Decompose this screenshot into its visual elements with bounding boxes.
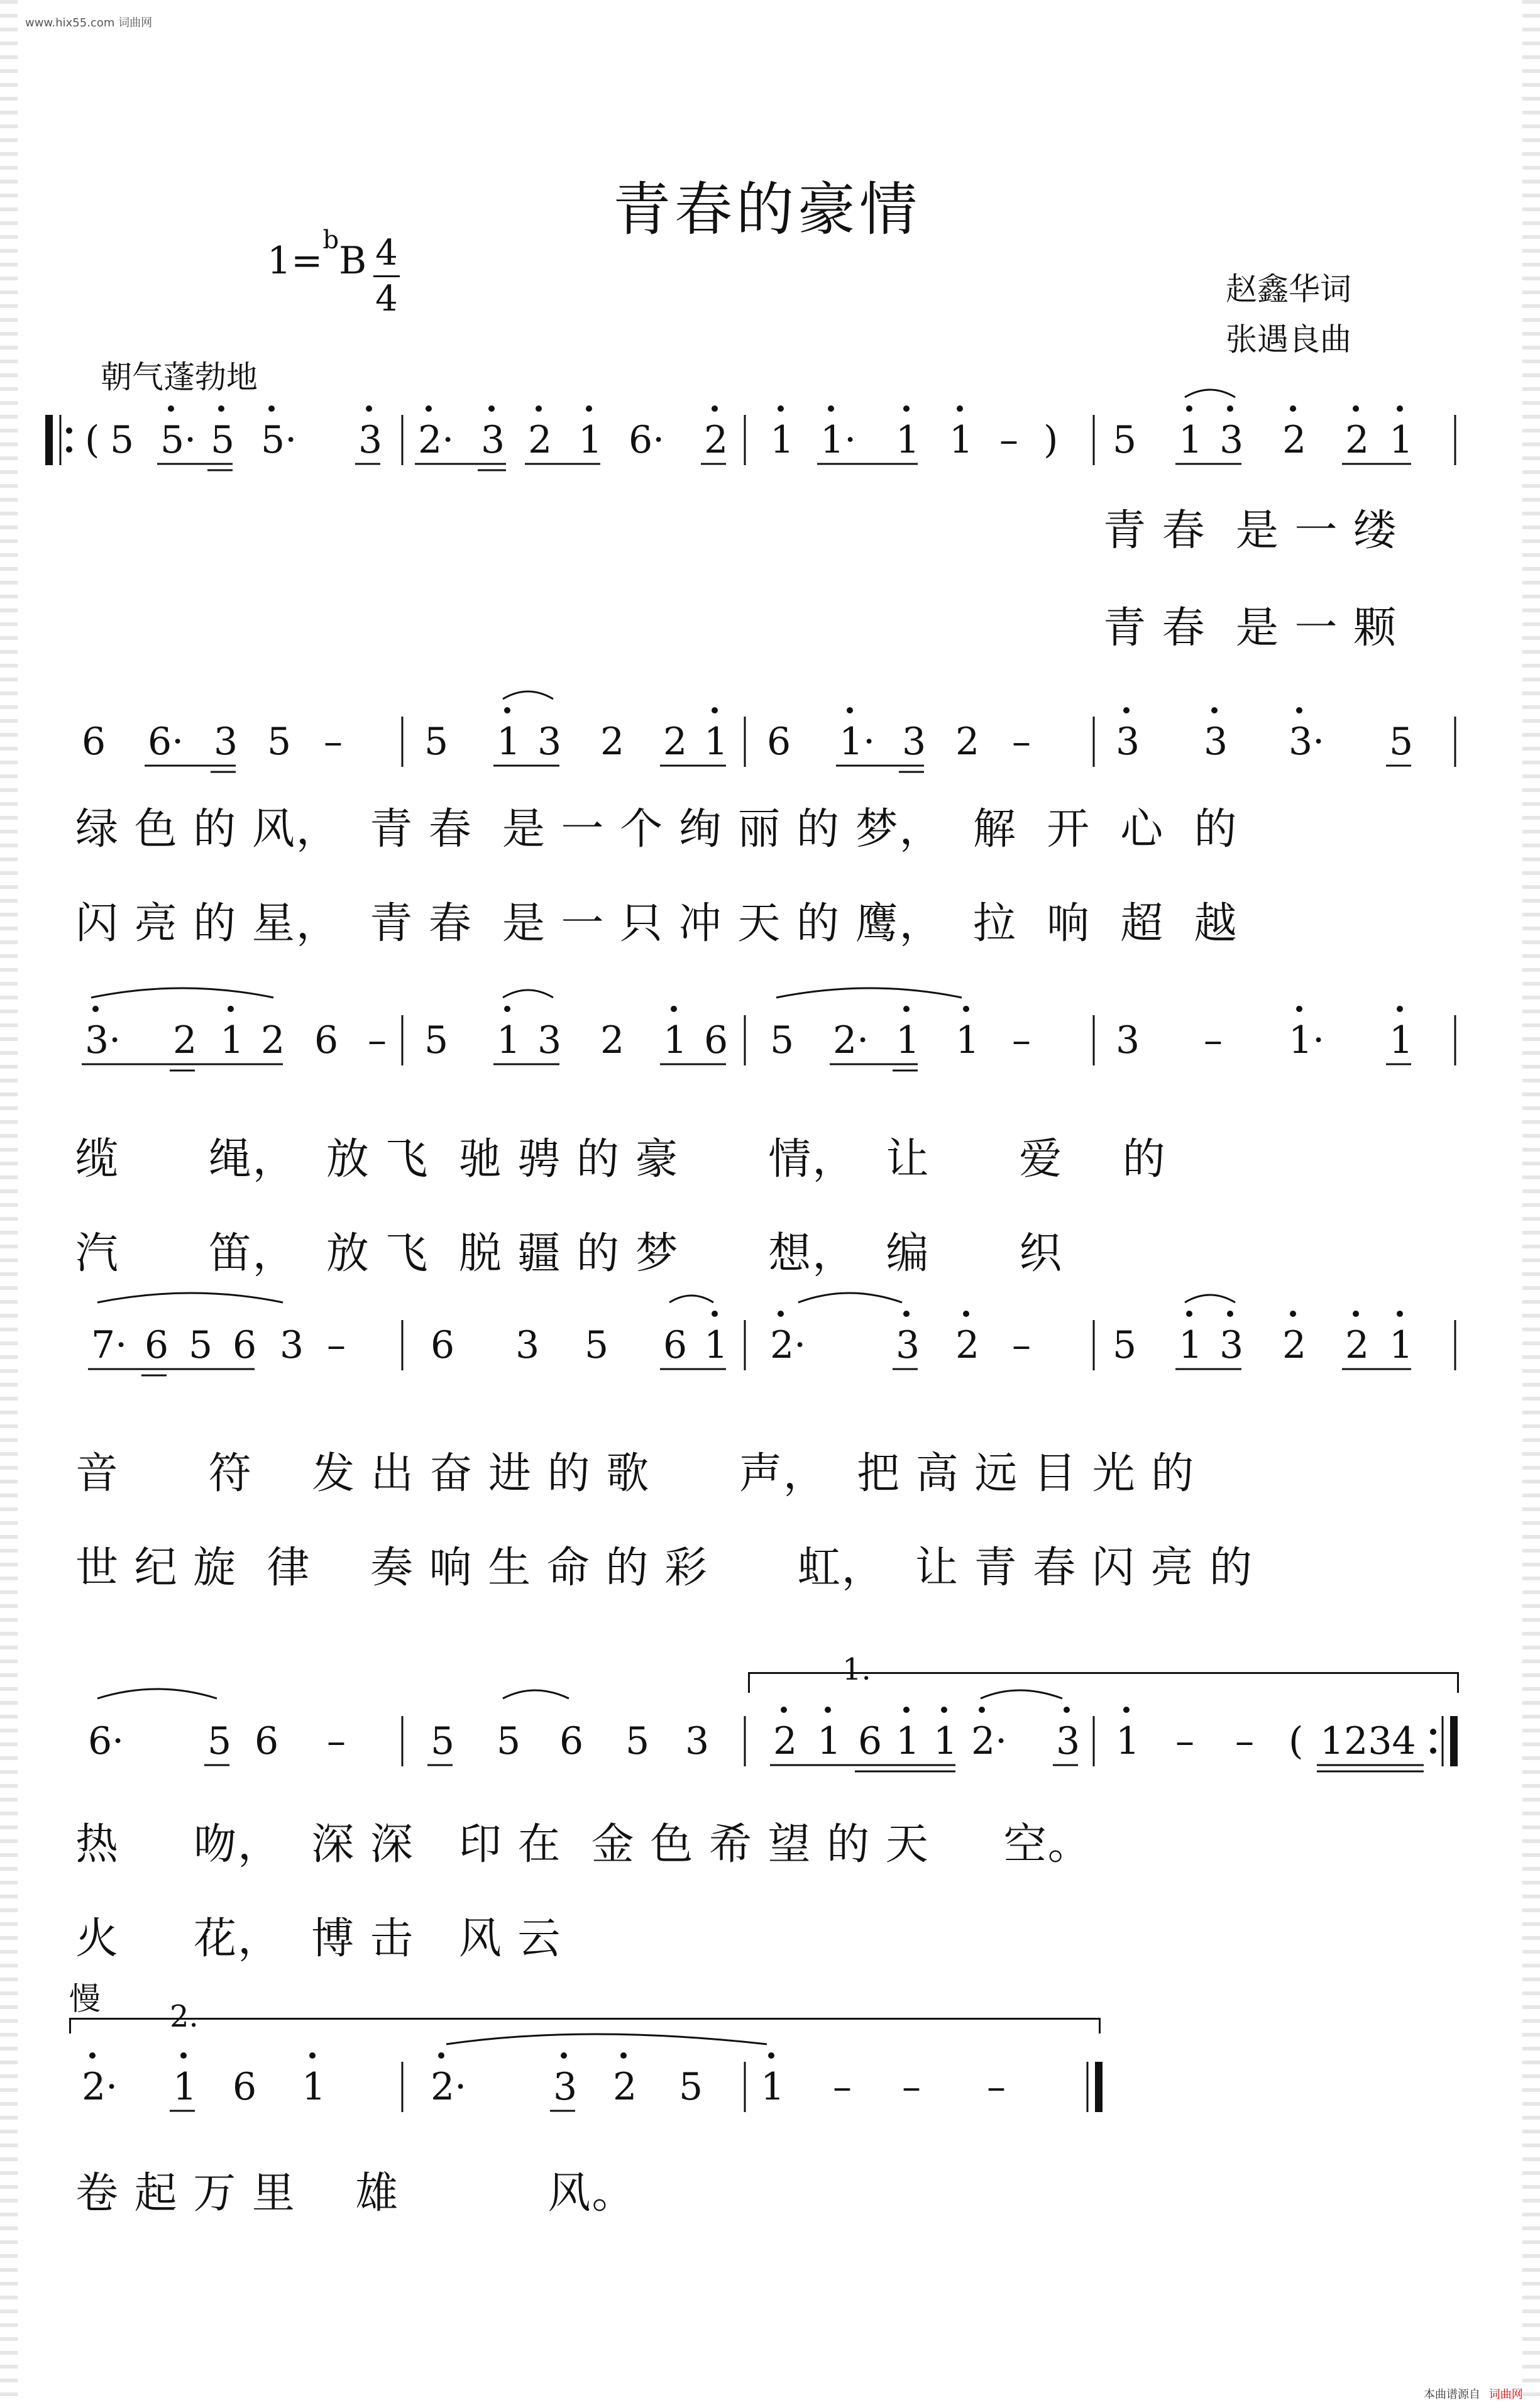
note: 1· [1289, 1018, 1325, 1062]
tie-arc [981, 1690, 1062, 1698]
note: 1 [173, 2065, 197, 2109]
note: 6 [233, 1323, 257, 1367]
composer-credit: 张遇良曲 [1226, 321, 1351, 358]
note: 1 [1389, 1323, 1414, 1367]
note: 3 [481, 418, 505, 462]
tie-arc [446, 2034, 767, 2044]
note: 1 [949, 418, 974, 462]
lyric-line-5-verse-1: 热 吻， 深 深 印 在 金 色 希 望 的 天 空。 [75, 1820, 1092, 1869]
dash: – [1012, 1323, 1031, 1367]
note: 2 [261, 1018, 285, 1062]
note: 5 [424, 1018, 449, 1062]
tie-arc [776, 988, 962, 998]
octave-dot [180, 2052, 187, 2059]
dash: – [368, 1018, 387, 1062]
octave-dot [1397, 405, 1403, 412]
octave-dot [504, 1006, 510, 1012]
dash: – [327, 1323, 346, 1367]
measure-21 [82, 2052, 326, 2111]
note: 3 [1116, 720, 1140, 764]
notation-line-6 [38, 2037, 1502, 2137]
octave-dot [438, 2052, 444, 2059]
note: 5 [679, 2065, 703, 2109]
dash: – [1012, 720, 1031, 764]
measure-3 [770, 405, 1058, 464]
right-border-pattern [1522, 0, 1540, 2405]
octave-dot [1227, 405, 1233, 412]
note: 2 [528, 418, 553, 462]
measure-6 [424, 691, 728, 766]
note: 1 [704, 1323, 729, 1367]
dash: – [1175, 1719, 1194, 1763]
note: 2 [600, 1018, 625, 1062]
dash: – [1012, 1018, 1031, 1062]
octave-dot [828, 405, 834, 412]
note: 5· [160, 418, 197, 462]
octave-dot [847, 707, 853, 713]
repeat-dot [66, 427, 72, 434]
note: 2 [773, 1719, 798, 1763]
measure-5 [82, 720, 343, 772]
slow-tempo-marking: 慢 [69, 1981, 101, 2017]
note: 5 [585, 1323, 609, 1367]
octave-dot [561, 2052, 567, 2059]
note: 3 [214, 720, 238, 764]
notation-line-5 [38, 1691, 1502, 1791]
lyric-line-1-verse-1: 青 春 是 一 缕 [1103, 506, 1398, 556]
octave-dot [1227, 1311, 1233, 1317]
measure-9 [82, 988, 387, 1070]
octave-dot [1296, 707, 1302, 713]
octave-dot [903, 405, 910, 412]
note: 5 [267, 720, 292, 764]
octave-dot [218, 405, 224, 412]
note: 1 [1389, 1018, 1414, 1062]
octave-dot [1123, 707, 1130, 713]
octave-dot [1397, 1311, 1403, 1317]
octave-dot [1064, 1707, 1070, 1713]
measure-8 [1116, 707, 1413, 766]
note: 6 [704, 1018, 729, 1062]
note: 5 [424, 720, 449, 764]
octave-dot [1353, 405, 1359, 412]
lyric-line-2-verse-1: 绿 色 的 风， 青 春 是 一 个 绚 丽 的 梦， 解 开 心 的 [75, 805, 1238, 854]
lyric-line-5-verse-2: 火 花， 博 击 风 云 [75, 1914, 562, 1964]
note: 3 [902, 720, 927, 764]
note: 5 [1113, 418, 1137, 462]
note: 5 [207, 1719, 232, 1763]
note: 6 [559, 1719, 584, 1763]
octave-dot [671, 1006, 677, 1012]
note: 5 [1113, 1323, 1137, 1367]
octave-dot [309, 2052, 316, 2059]
note: 3 [1116, 1018, 1140, 1062]
octave-dot [963, 1006, 969, 1012]
note: 5· [261, 418, 297, 462]
note: 2· [770, 1323, 806, 1367]
paren: ( [1289, 1719, 1304, 1763]
octave-dot [1186, 405, 1192, 412]
note: 3 [537, 720, 562, 764]
octave-dot [1353, 1311, 1359, 1317]
note: 2 [1345, 418, 1370, 462]
note: 7· [91, 1323, 128, 1367]
octave-dot [268, 405, 275, 412]
dash: – [987, 2065, 1006, 2109]
note: 6 [82, 720, 106, 764]
repeat-dot [66, 446, 72, 453]
octave-dot [488, 405, 495, 412]
octave-dot [778, 1311, 784, 1317]
dash: – [324, 720, 343, 764]
octave-dot [366, 405, 372, 412]
octave-dot [89, 2052, 96, 2059]
measure-15 [770, 1293, 1031, 1369]
measure-10 [424, 990, 728, 1064]
note: 5 [1389, 720, 1414, 764]
lyric-line-4-verse-1: 音 符 发 出 奋 进 的 歌 声， 把 高 远 目 光 的 [75, 1449, 1196, 1499]
lyric-line-3-verse-2: 汽 笛， 放 飞 脱 疆 的 梦 想， 编 织 [75, 1229, 1064, 1279]
octave-dot [1186, 1311, 1192, 1317]
measure-11 [770, 988, 1031, 1070]
note: 2· [833, 1018, 869, 1062]
measure-1 [85, 405, 382, 470]
measure-23 [761, 2052, 1006, 2109]
octave-dot [504, 707, 510, 713]
octave-dot [903, 1311, 910, 1317]
key-signature [267, 226, 367, 283]
note: 6 [314, 1018, 339, 1062]
octave-dot [426, 405, 432, 412]
measure-13 [88, 1293, 346, 1375]
tie-arc [97, 1293, 283, 1302]
note: 1 [1116, 1719, 1140, 1763]
note: 3 [280, 1323, 304, 1367]
measure-16 [1113, 1295, 1413, 1369]
second-ending-label: 2. [170, 1999, 199, 2034]
note: 1 [497, 1018, 521, 1062]
note: 2 [1282, 418, 1307, 462]
octave-dot [92, 1006, 99, 1012]
lyric-line-4-verse-2: 世 纪 旋 律 奏 响 生 命 的 彩 虹， 让 青 春 闪 亮 的 [75, 1543, 1253, 1593]
staff-line-3 [38, 990, 1502, 1091]
note: 1 [817, 1719, 842, 1763]
tie-arc [1185, 390, 1235, 397]
note: 6· [88, 1719, 124, 1763]
note: 1 [220, 1018, 245, 1062]
note: 3 [685, 1719, 710, 1763]
measure-19 [770, 1690, 1080, 1771]
octave-dot [536, 405, 542, 412]
note: 2 [955, 720, 980, 764]
measure-18 [427, 1690, 709, 1765]
octave-dot [979, 1707, 985, 1713]
octave-dot [825, 1707, 831, 1713]
note: 1 [578, 418, 603, 462]
octave-dot [1290, 405, 1296, 412]
note: 1 [1389, 418, 1414, 462]
paren: ) [1043, 418, 1059, 462]
note: 2 [613, 2065, 637, 2109]
note: 1234 [1320, 1719, 1416, 1763]
lyricist-credit: 赵鑫华词 [1226, 271, 1351, 307]
note: 6· [148, 720, 184, 764]
note: 1 [933, 1719, 958, 1763]
octave-dot [712, 405, 718, 412]
footer-source [1424, 2386, 1523, 2402]
note: 1 [1179, 418, 1203, 462]
note: 1 [1179, 1323, 1203, 1367]
note: 5 [110, 418, 135, 462]
note: 5 [625, 1719, 650, 1763]
notation-line-4 [38, 1295, 1502, 1395]
note: 3 [1219, 418, 1244, 462]
staff-line-6 [38, 2037, 1502, 2137]
note: 1 [704, 720, 729, 764]
note: 5 [770, 1018, 795, 1062]
lyric-line-1-verse-2: 青 春 是 一 颗 [1103, 603, 1398, 653]
tie-arc [503, 990, 553, 998]
time-signature [371, 231, 402, 321]
note: 3 [1219, 1323, 1244, 1367]
octave-dot [903, 1707, 910, 1713]
tie-arc [1185, 1295, 1235, 1302]
footer-brand: 词曲网 [1488, 2388, 1523, 2401]
note: 6 [858, 1719, 883, 1763]
staff-line-1 [38, 390, 1502, 490]
tie-arc [91, 988, 273, 998]
octave-dot [1123, 1707, 1130, 1713]
repeat-dot [1430, 1729, 1436, 1735]
octave-dot [941, 1707, 947, 1713]
site-watermark: www.hix55.com 词曲网 [25, 16, 153, 30]
octave-dot [712, 1311, 718, 1317]
dash: – [1204, 1018, 1223, 1062]
note: 1 [896, 1719, 920, 1763]
notation-line-3 [38, 990, 1502, 1091]
tie-arc [798, 1293, 902, 1302]
dash: – [833, 2065, 852, 2109]
octave-dot [903, 1006, 910, 1012]
notation-line-2 [38, 691, 1502, 792]
octave-dot [963, 1311, 969, 1317]
note: 1 [896, 418, 920, 462]
octave-dot [768, 2052, 774, 2059]
key-prefix: 1= [267, 239, 323, 283]
tie-arc [669, 1296, 713, 1302]
note: 3 [1204, 720, 1228, 764]
note: 2 [1345, 1323, 1370, 1367]
lyric-line-2-verse-2: 闪 亮 的 星， 青 春 是 一 只 冲 天 的 鹰， 拉 响 超 越 [75, 899, 1238, 949]
first-ending-label: 1. [842, 1652, 871, 1687]
note: 5 [497, 1719, 521, 1763]
note: 1 [896, 1018, 920, 1062]
note: 6· [629, 418, 665, 462]
note: 2· [82, 2065, 118, 2109]
note: 3 [1056, 1719, 1081, 1763]
lyric-line-6: 卷 起 万 里 雄 风。 [75, 2169, 636, 2218]
note: 6 [767, 720, 791, 764]
octave-dot [712, 707, 718, 713]
key-note: B [339, 239, 367, 283]
dash: – [999, 418, 1018, 462]
note: 3 [896, 1323, 920, 1367]
measure-17 [88, 1689, 346, 1765]
note: 6 [255, 1719, 279, 1763]
tie-arc [503, 1690, 569, 1698]
octave-dot [1211, 707, 1218, 713]
note: 2 [1282, 1323, 1307, 1367]
note: 3 [515, 1323, 540, 1367]
note: 5 [431, 1719, 455, 1763]
measure-2 [415, 405, 728, 470]
note: 2 [600, 720, 625, 764]
note: 3 [358, 418, 383, 462]
note: 5 [189, 1323, 213, 1367]
octave-dot [1397, 1006, 1403, 1012]
octave-dot [228, 1006, 234, 1012]
note: 1 [955, 1018, 980, 1062]
footer-source-label: 本曲谱源自 [1424, 2388, 1480, 2401]
left-border-pattern [0, 0, 18, 2405]
note: 3 [553, 2065, 578, 2109]
time-denominator: 4 [375, 278, 398, 319]
repeat-dot [1430, 1747, 1436, 1754]
note: 1· [839, 720, 876, 764]
note: 1 [770, 418, 795, 462]
octave-dot [781, 1707, 787, 1713]
staff-line-4 [38, 1295, 1502, 1395]
note: 3· [1289, 720, 1325, 764]
note: 6 [145, 1323, 169, 1367]
tempo-marking: 朝气蓬勃地 [101, 359, 258, 395]
note: 6 [431, 1323, 455, 1367]
note: 1· [820, 418, 857, 462]
note: 2· [971, 1719, 1008, 1763]
staff-line-5 [38, 1691, 1502, 1791]
song-title: 青春的豪情 [613, 176, 921, 243]
octave-dot [1296, 1006, 1302, 1012]
measure-14 [431, 1296, 728, 1369]
note: 5 [211, 418, 235, 462]
second-ending-bracket [69, 2018, 1101, 2034]
octave-dot [957, 405, 963, 412]
note: 2 [173, 1018, 197, 1062]
staff-line-2 [38, 691, 1502, 792]
note: 2· [431, 2065, 467, 2109]
octave-dot [586, 405, 592, 412]
measure-12 [1116, 1006, 1413, 1064]
note: 3 [537, 1018, 562, 1062]
note: 1 [761, 2065, 785, 2109]
measure-22 [431, 2034, 767, 2111]
note: 1 [497, 720, 521, 764]
note: 2 [955, 1323, 980, 1367]
octave-dot [1290, 1311, 1296, 1317]
measure-4 [1113, 390, 1413, 464]
notation-line-1 [38, 390, 1502, 490]
dash: – [902, 2065, 921, 2109]
note: 6 [233, 2065, 257, 2109]
note: 2 [704, 418, 729, 462]
note: 2· [418, 418, 454, 462]
note: 1 [663, 1018, 688, 1062]
dash: – [1235, 1719, 1254, 1763]
note: 1 [302, 2065, 326, 2109]
tie-arc [503, 691, 553, 699]
note: 6 [663, 1323, 688, 1367]
octave-dot [778, 405, 784, 412]
measure-7 [767, 707, 1031, 772]
octave-dot [168, 405, 174, 412]
octave-dot [620, 2052, 627, 2059]
tie-arc [97, 1689, 217, 1698]
key-flat: b [322, 226, 339, 255]
note: 2 [663, 720, 688, 764]
note: ( [85, 418, 100, 462]
measure-20 [1116, 1707, 1424, 1771]
dash: – [327, 1719, 346, 1763]
note: 3· [85, 1018, 121, 1062]
lyric-line-3-verse-1: 缆 绳， 放 飞 驰 骋 的 豪 情， 让 爱 的 [75, 1135, 1167, 1184]
time-numerator: 4 [375, 233, 398, 273]
